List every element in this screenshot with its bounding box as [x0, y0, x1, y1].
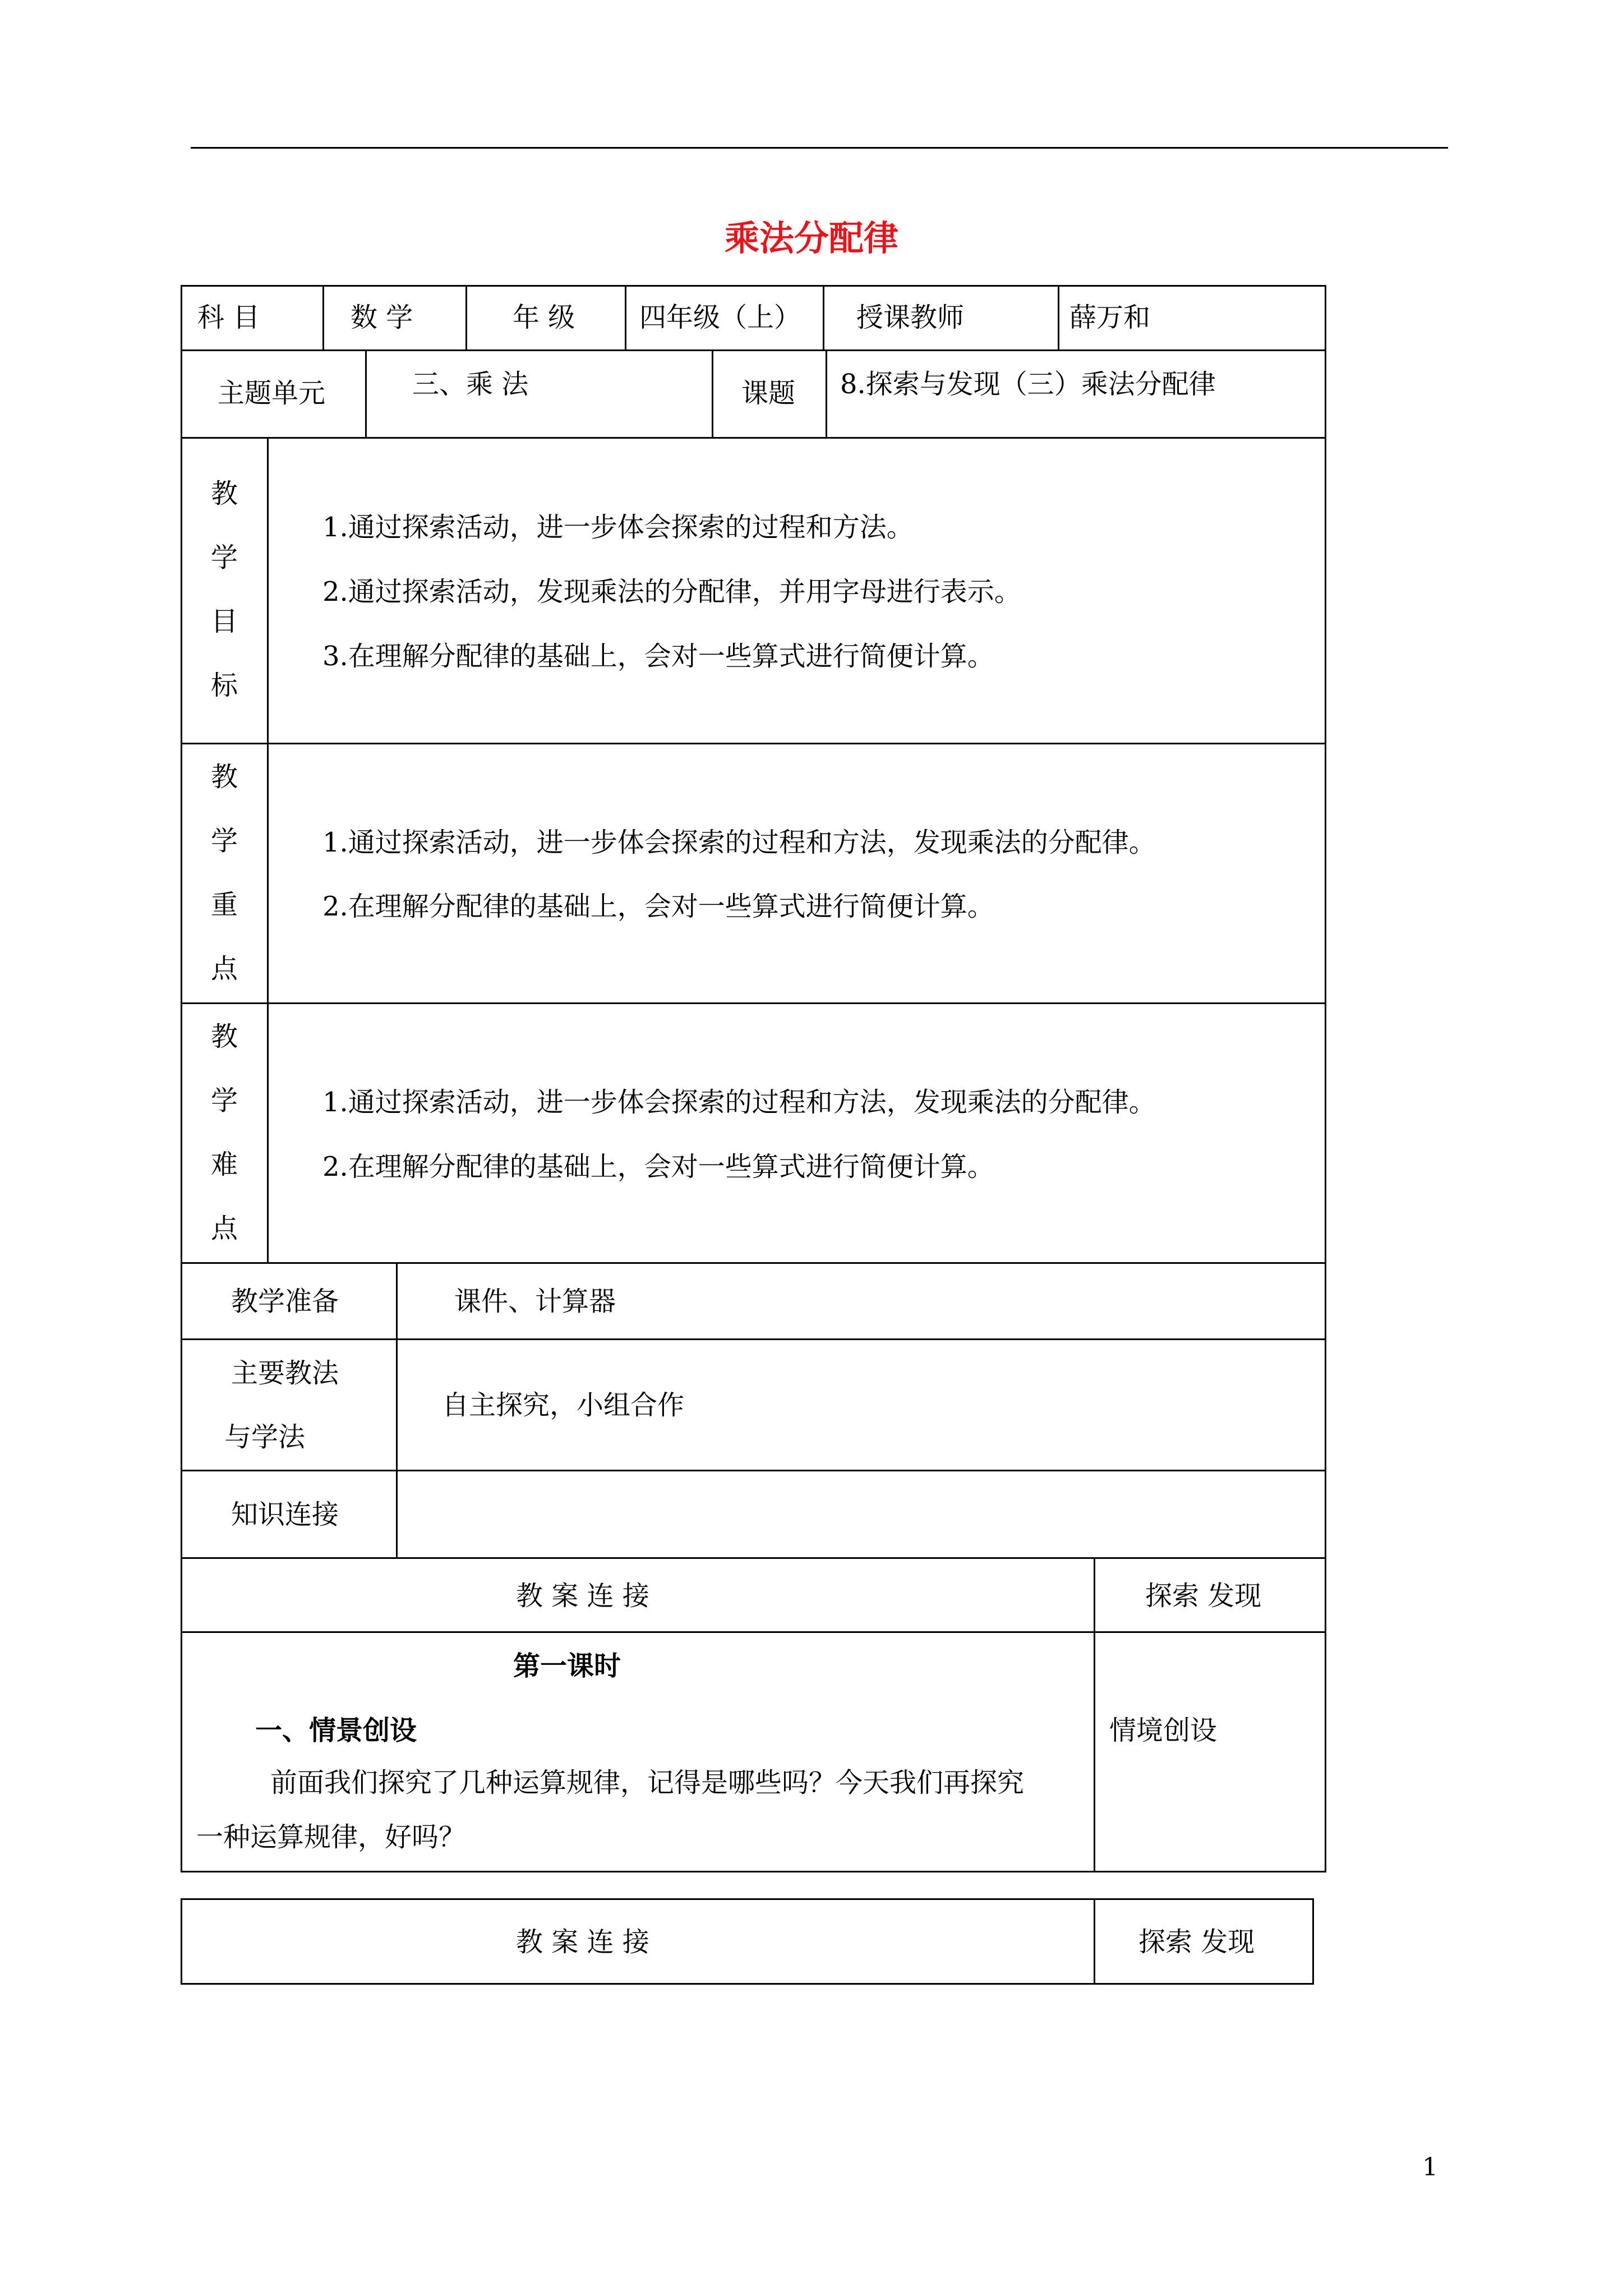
- lesson-value: 8.探索与发现（三）乘法分配律: [840, 369, 1216, 400]
- objective-item: 2.通过探索活动，发现乘法的分配律，并用字母进行表示。: [322, 576, 1021, 608]
- page-number: 1: [1422, 2153, 1438, 2182]
- unit-label: 主题单元: [218, 378, 326, 409]
- lesson-paragraph-line2: 一种运算规律，好吗？: [196, 1821, 466, 1853]
- preparation-label: 教学准备: [231, 1286, 339, 1317]
- plan-header-right: 探索 发现: [1145, 1580, 1262, 1612]
- plan-header-2-right: 探索 发现: [1138, 1926, 1255, 1958]
- objective-item: 1.通过探索活动，进一步体会探索的过程和方法。: [322, 512, 914, 543]
- grade-value: 四年级（上）: [639, 302, 801, 333]
- key-point-item: 1.通过探索活动，进一步体会探索的过程和方法，发现乘法的分配律。: [322, 827, 1156, 858]
- key-points-label: 教 学 重 点: [210, 761, 238, 984]
- header-rule: [191, 147, 1448, 149]
- lesson-period: 第一课时: [513, 1650, 621, 1682]
- methods-label-line2: 与学法: [224, 1421, 306, 1453]
- plan-header-2-left: 教 案 连 接: [516, 1926, 649, 1958]
- unit-value: 三、乘 法: [412, 369, 529, 400]
- methods-value: 自主探究，小组合作: [442, 1389, 685, 1421]
- objective-item: 3.在理解分配律的基础上，会对一些算式进行简便计算。: [322, 641, 994, 672]
- section-title: 一、情景创设: [255, 1715, 417, 1746]
- objectives-label: 教 学 目 标: [210, 478, 238, 701]
- teacher-label: 授课教师: [856, 302, 965, 333]
- difficulty-item: 2.在理解分配律的基础上，会对一些算式进行简便计算。: [322, 1151, 994, 1182]
- lesson-side-note: 情境创设: [1109, 1715, 1218, 1746]
- knowledge-label: 知识连接: [231, 1499, 339, 1530]
- methods-label-line1: 主要教法: [231, 1358, 339, 1389]
- difficulties-label: 教 学 难 点: [210, 1021, 238, 1244]
- preparation-value: 课件、计算器: [454, 1286, 616, 1317]
- plan-header-left: 教 案 连 接: [516, 1580, 649, 1612]
- subject-label: 科 目: [197, 302, 260, 333]
- lesson-label: 课题: [741, 378, 796, 409]
- difficulty-item: 1.通过探索活动，进一步体会探索的过程和方法，发现乘法的分配律。: [322, 1087, 1156, 1118]
- key-point-item: 2.在理解分配律的基础上，会对一些算式进行简便计算。: [322, 891, 994, 922]
- page-title: 乘法分配律: [724, 218, 898, 259]
- teacher-value: 薛万和: [1069, 302, 1151, 333]
- lesson-paragraph-line1: 前面我们探究了几种运算规律，记得是哪些吗？今天我们再探究: [270, 1767, 1025, 1798]
- subject-value: 数 学: [351, 302, 413, 333]
- grade-label: 年 级: [513, 302, 575, 333]
